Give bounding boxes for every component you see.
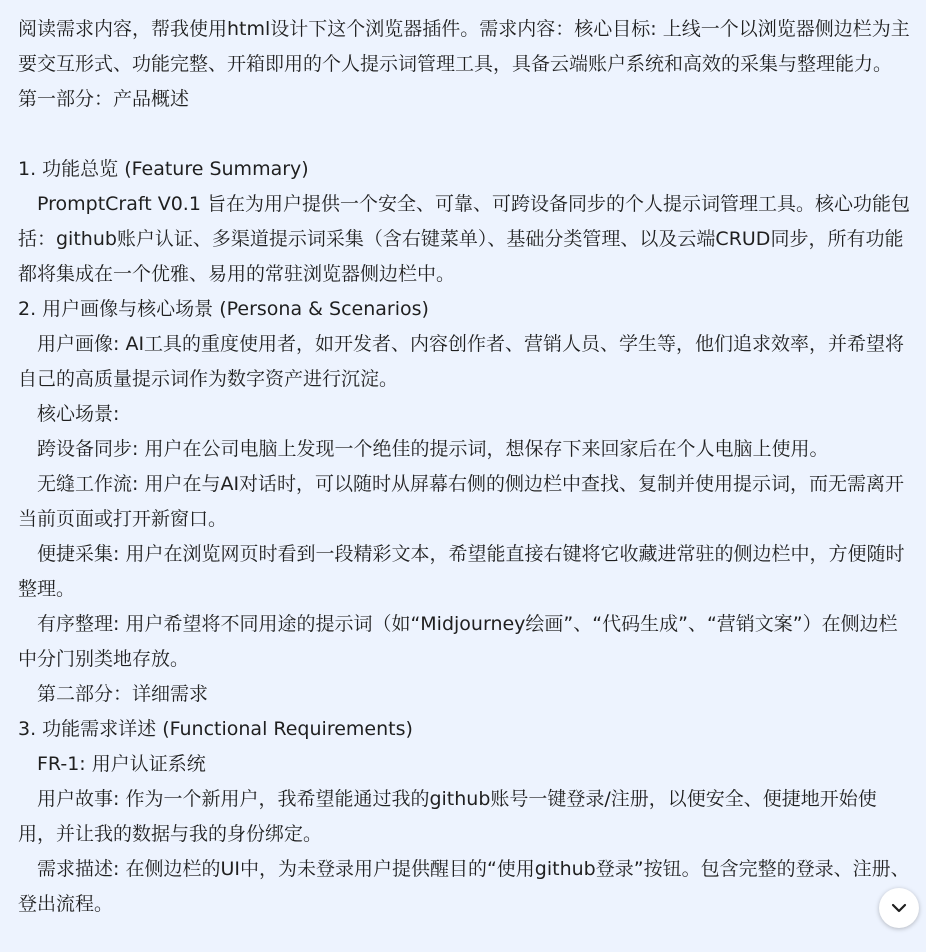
message-paragraph: 用户故事: 作为一个新用户，我希望能通过我的github账号一键登录/注册，以便安全、便捷地开始使用，并让我的数据与我的身份绑定。 [18, 788, 877, 845]
message-paragraph: 1. 功能总览 (Feature Summary) [18, 158, 309, 180]
message-paragraph: 需求描述: 在侧边栏的UI中，为未登录用户提供醒目的“使用github登录”按钮。包含完整的登录、注册、登出流程。 [18, 858, 910, 915]
message-paragraph: 阅读需求内容，帮我使用html设计下这个浏览器插件。需求内容：核心目标: 上线一个以浏览器侧边栏为主要交互形式、功能完整、开箱即用的个人提示词管理工具，具备云端账户系统和高效的采集与整理能力。 [18, 18, 910, 75]
message-paragraph: 用户画像: AI工具的重度使用者，如开发者、内容创作者、营销人员、学生等，他们追求效率，并希望将自己的高质量提示词作为数字资产进行沉淀。 [18, 333, 905, 390]
chevron-down-icon [889, 898, 909, 918]
message-paragraph: 2. 用户画像与核心场景 (Persona & Scenarios) [18, 298, 429, 320]
message-paragraph: 核心场景: [37, 403, 120, 425]
message-paragraph: PromptCraft V0.1 旨在为用户提供一个安全、可靠、可跨设备同步的个人提示词管理工具。核心功能包括：github账户认证、多渠道提示词采集（含右键菜单）、基础分类管理、以及云端CRUD同步，所有功能都将集成在一个优雅、易用的常驻浏览器侧边栏中。 [18, 193, 910, 285]
message-paragraph: 第一部分：产品概述 [18, 88, 190, 110]
scroll-to-bottom-button[interactable] [879, 888, 919, 928]
message-paragraph: 跨设备同步: 用户在公司电脑上发现一个绝佳的提示词，想保存下来回家后在个人电脑上使用。 [37, 438, 829, 460]
message-paragraph: 有序整理: 用户希望将不同用途的提示词（如“Midjourney绘画”、“代码生成”、“营销文案”）在侧边栏中分门别类地存放。 [18, 613, 898, 670]
message-content [18, 12, 914, 922]
message-paragraph: 3. 功能需求详述 (Functional Requirements) [18, 718, 413, 740]
message-paragraph: 无缝工作流: 用户在与AI对话时，可以随时从屏幕右侧的侧边栏中查找、复制并使用提示词，而无需离开当前页面或打开新窗口。 [18, 473, 905, 530]
message-paragraph [18, 117, 914, 152]
message-paragraph: 第二部分：详细需求 [37, 683, 209, 705]
message-paragraph: FR-1: 用户认证系统 [37, 753, 206, 775]
message-paragraph: 便捷采集: 用户在浏览网页时看到一段精彩文本，希望能直接右键将它收藏进常驻的侧边栏中，方便随时整理。 [18, 543, 905, 600]
